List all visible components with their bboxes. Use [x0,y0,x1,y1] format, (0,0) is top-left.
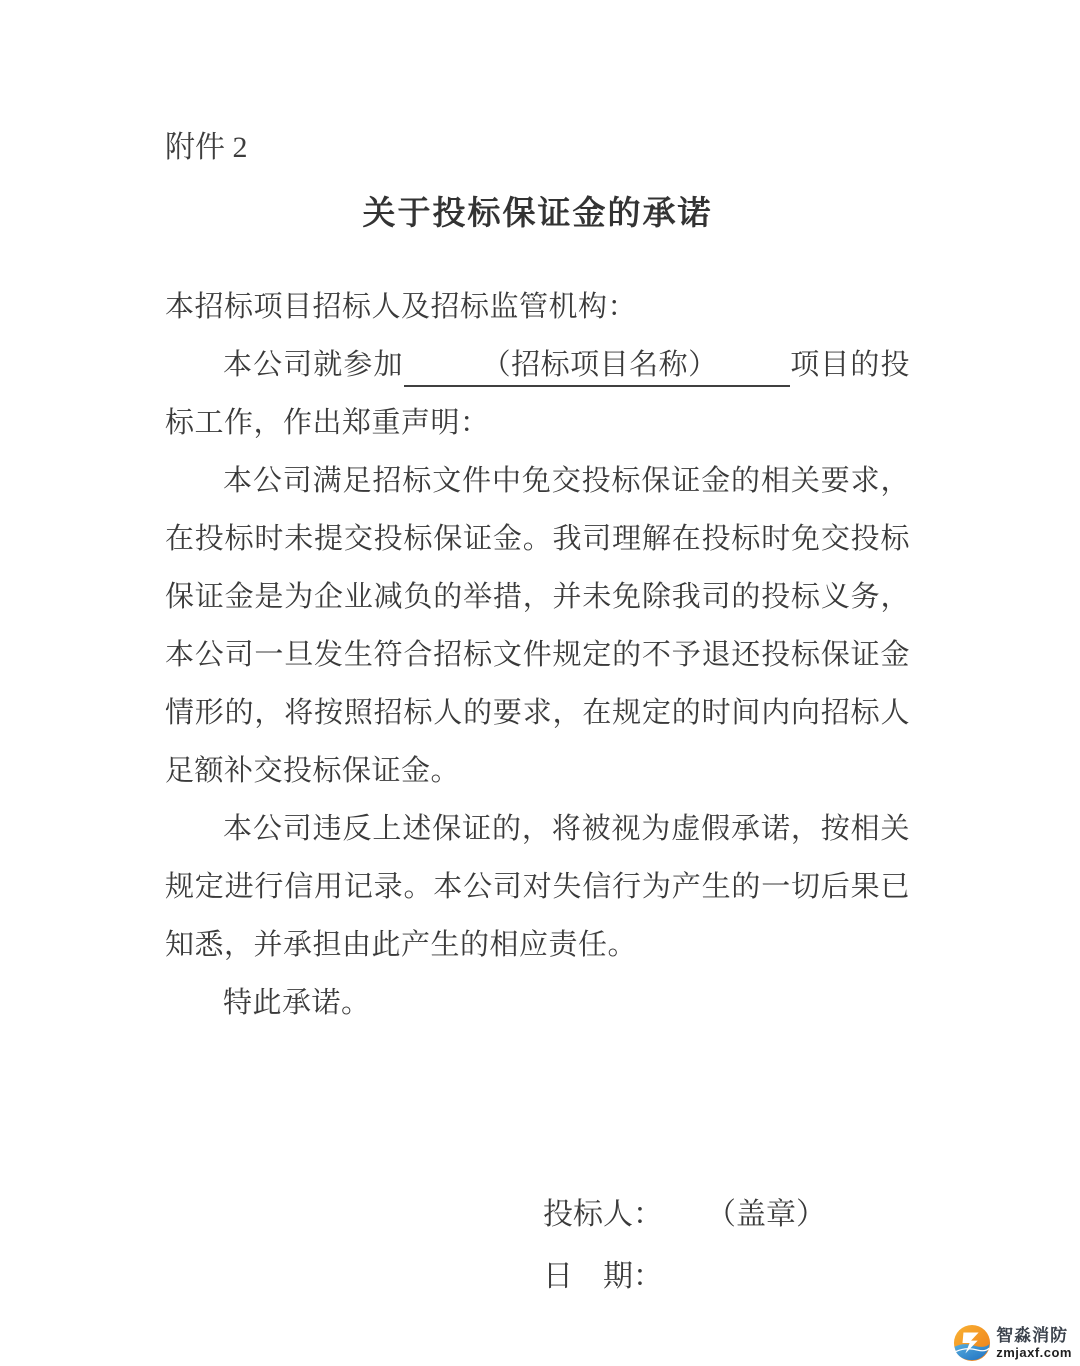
salutation-line: 本招标项目招标人及招标监管机构： [165,291,638,323]
commitment-paragraph: 本公司满足招标文件中免交投标保证金的相关要求，在投标时未提交投标保证金。我司理解在投标时免交投标保证金是为企业减负的举措，并未免除我司的投标义务，本公司一旦发生符合招标文件规定的不予退还投标保证金情形的，将按照招标人的要求，在规定的时间内向招标人足额补交投标保证金。 [165,465,910,787]
document-title: 关于投标保证金的承诺 [362,196,713,232]
brand-url: zmjaxf.com [996,1345,1072,1360]
zhimiao-fire-logo-icon [953,1324,991,1362]
document-paragraphs [165,278,910,1032]
seal-label: （盖章） [721,1198,826,1231]
project-paragraph-suffix: 项目的投标工作，作出郑重声明： [165,349,910,439]
attachment-label: 附件 2 [165,131,248,164]
bidder-label: 投标人： [543,1198,663,1231]
closing-statement: 特此承诺。 [223,987,371,1019]
project-name-blank-field [404,345,790,387]
brand-text [996,1326,1072,1360]
date-label: 日 期： [543,1260,663,1293]
signature-block [165,1184,910,1308]
brand-name: 智淼消防 [996,1326,1069,1345]
bidder-signature-row [543,1184,910,1246]
project-paragraph-prefix: 本公司就参加 [223,349,404,381]
project-paragraph [165,336,910,452]
project-name-placeholder: （招标项目名称） [481,349,718,381]
brand-watermark [953,1324,1072,1362]
breach-paragraph: 本公司违反上述保证的，将被视为虚假承诺，按相关规定进行信用记录。本公司对失信行为产生的一切后果已知悉，并承担由此产生的相应责任。 [165,813,910,961]
